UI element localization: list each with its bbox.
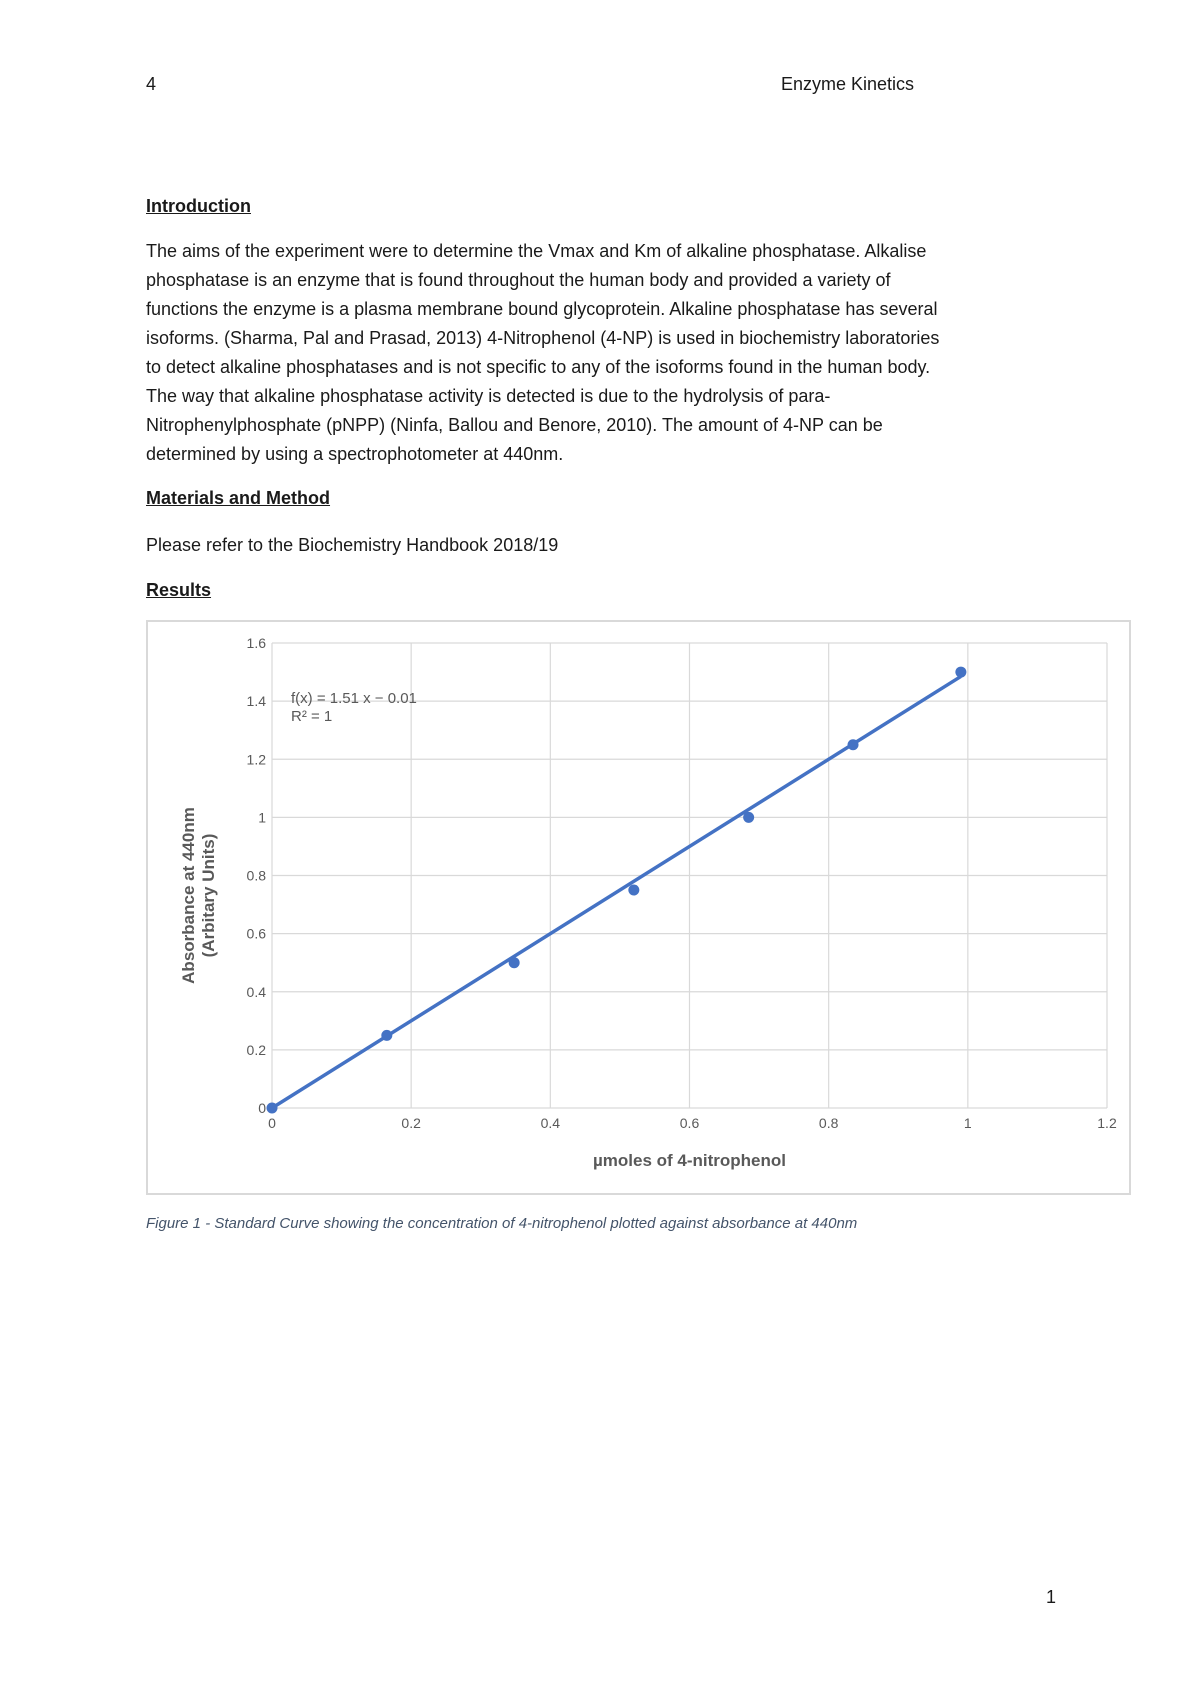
intro-line: determined by using a spectrophotometer at 440nm. [146, 444, 564, 464]
x-tick-label: 0.4 [540, 1115, 561, 1131]
y-tick-label: 0.2 [246, 1041, 266, 1058]
chart-ticks [247, 635, 1117, 1131]
x-tick-label: 0.2 [401, 1115, 421, 1131]
intro-line: Nitrophenylphosphate (pNPP) (Ninfa, Ballou and Benore, 2010). The amount of 4-NP can be [146, 415, 883, 435]
chart-svg [148, 622, 1129, 1193]
y-axis-label [179, 807, 218, 984]
data-point [743, 812, 754, 823]
trendline [272, 676, 961, 1108]
header-running-title: Enzyme Kinetics [781, 74, 915, 94]
y-axis-label-line2: (Arbitary Units) [199, 833, 218, 958]
standard-curve-chart [146, 620, 1131, 1195]
data-point [381, 1030, 392, 1041]
methods-text: Please refer to the Biochemistry Handbook 2018/19 [146, 535, 559, 555]
trendline-equation: f(x) = 1.51 x − 0.01 [291, 690, 417, 708]
r-squared-label: R² = 1 [291, 708, 333, 726]
x-tick-label: 0.6 [679, 1115, 700, 1131]
intro-line: isoforms. (Sharma, Pal and Prasad, 2013) 4-Nitrophenol (4-NP) is used in biochemistry laboratories [146, 328, 940, 348]
y-axis-label-line1: Absorbance at 440nm [179, 807, 198, 984]
data-point [848, 739, 859, 750]
intro-line: The way that alkaline phosphatase activity is detected is due to the hydrolysis of para- [146, 386, 831, 406]
y-tick-label: 1.4 [246, 693, 266, 710]
y-tick-label: 0 [258, 1100, 266, 1116]
intro-line: phosphatase is an enzyme that is found throughout the human body and provided a variety of [146, 270, 891, 290]
results-heading: Results [146, 580, 212, 600]
data-point [955, 667, 966, 678]
data-point [267, 1103, 278, 1114]
x-tick-label: 1.2 [1097, 1115, 1117, 1131]
x-tick-label: 1 [963, 1115, 972, 1131]
x-tick-label: 0.8 [818, 1115, 839, 1131]
y-tick-label: 1.6 [246, 635, 266, 651]
x-axis-label: µmoles of 4-nitrophenol [592, 1151, 787, 1170]
header-page-label: 4 [146, 74, 157, 94]
figure-caption: Figure 1 - Standard Curve showing the concentration of 4-nitrophenol plotted against absorbance at 440nm [146, 1215, 858, 1232]
y-tick-label: 0.6 [246, 925, 266, 942]
intro-heading: Introduction [146, 196, 251, 216]
intro-paragraph [146, 237, 1076, 469]
intro-line: The aims of the experiment were to determine the Vmax and Km of alkaline phosphatase. Alkalise [146, 241, 927, 261]
chart-grid [272, 643, 1107, 1108]
intro-line: to detect alkaline phosphatases and is not specific to any of the isoforms found in the human body. [146, 357, 931, 377]
intro-line: functions the enzyme is a plasma membrane bound glycoprotein. Alkaline phosphatase has several [146, 299, 938, 319]
data-point [628, 885, 639, 896]
data-point [509, 957, 520, 968]
page-number: 1 [1046, 1587, 1057, 1607]
y-tick-label: 0.4 [246, 983, 266, 1000]
methods-heading: Materials and Method [146, 488, 331, 508]
y-tick-label: 1.2 [246, 751, 266, 768]
x-tick-label: 0 [268, 1115, 276, 1131]
y-tick-label: 0.8 [246, 867, 266, 884]
y-tick-label: 1 [258, 809, 266, 826]
